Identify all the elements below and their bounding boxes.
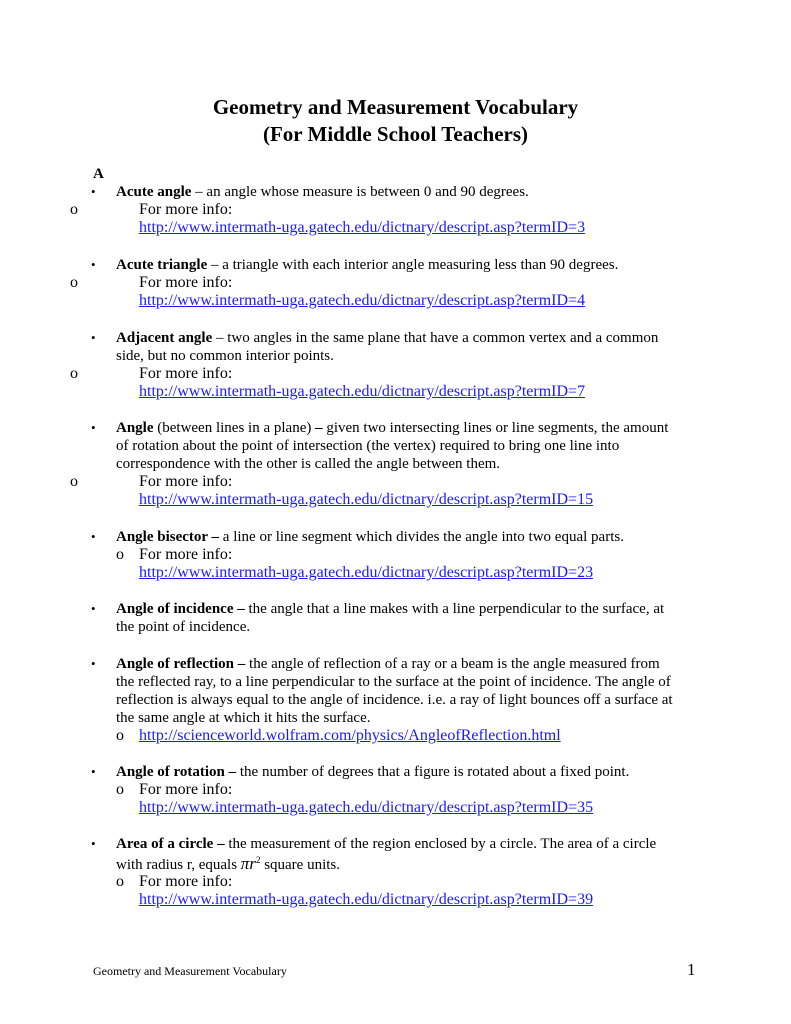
term: Adjacent angle bbox=[116, 330, 213, 346]
more-info-link[interactable]: http://www.intermath-uga.gatech.edu/dictnary/descript.asp?termID=3 bbox=[139, 219, 586, 236]
more-info-label: For more info: bbox=[139, 781, 233, 798]
entry-definition bbox=[116, 600, 706, 636]
entry-definition bbox=[116, 655, 706, 727]
definition-text: – a triangle with each interior angle measuring less than 90 degrees. bbox=[207, 257, 619, 273]
bullet-icon: • bbox=[91, 529, 96, 544]
more-info-link[interactable]: http://www.intermath-uga.gatech.edu/dictnary/descript.asp?termID=4 bbox=[139, 292, 586, 309]
sub-bullet-icon: o bbox=[116, 727, 124, 744]
definition-line-end: square units. bbox=[260, 857, 341, 873]
title-line-2: (For Middle School Teachers) bbox=[262, 122, 529, 146]
bullet-icon: • bbox=[91, 257, 96, 272]
page-number: 1 bbox=[687, 960, 696, 979]
definition-text: a line or line segment which divides the angle into two equal parts. bbox=[219, 529, 624, 545]
definition-line: with radius r, equals bbox=[116, 857, 241, 873]
entry-definition bbox=[116, 763, 706, 781]
term-dash: – bbox=[315, 420, 323, 436]
definition-line: side, but no common interior points. bbox=[116, 348, 334, 364]
definition-line: the measurement of the region enclosed by a circle. The area of a circle bbox=[224, 836, 657, 852]
entry-definition bbox=[116, 835, 706, 874]
term: Angle of reflection bbox=[116, 656, 235, 672]
more-info-link[interactable]: http://www.intermath-uga.gatech.edu/dictnary/descript.asp?termID=15 bbox=[139, 491, 594, 508]
definition-line: the reflected ray, to a line perpendicular to the surface at the point of incidence. The angle of bbox=[116, 674, 671, 690]
entry-definition bbox=[116, 528, 706, 546]
definition-line: reflection is always equal to the angle of incidence. i.e. a ray of light bounces off a surface at bbox=[116, 692, 673, 708]
sub-bullet-icon: o bbox=[70, 365, 78, 382]
more-info-label: For more info: bbox=[139, 201, 233, 218]
entry-definition bbox=[116, 256, 706, 274]
section-heading-a: A bbox=[93, 166, 104, 182]
bullet-icon: • bbox=[91, 420, 96, 435]
more-info-link[interactable]: http://www.intermath-uga.gatech.edu/dictnary/descript.asp?termID=35 bbox=[139, 799, 594, 816]
term: Acute angle bbox=[116, 184, 192, 200]
term-dash: – bbox=[224, 764, 237, 780]
more-info-label: For more info: bbox=[139, 873, 233, 890]
definition-line: the angle of reflection of a ray or a beam is the angle measured from bbox=[245, 656, 660, 672]
term: Acute triangle bbox=[116, 257, 208, 273]
sub-bullet-icon: o bbox=[116, 781, 124, 798]
sub-bullet-icon: o bbox=[70, 473, 78, 490]
more-info-label: For more info: bbox=[139, 473, 233, 490]
footer-title: Geometry and Measurement Vocabulary bbox=[93, 964, 287, 978]
term: Angle of incidence bbox=[116, 601, 234, 617]
sub-bullet-icon: o bbox=[116, 873, 124, 890]
definition-text: – an angle whose measure is between 0 and 90 degrees. bbox=[191, 184, 529, 200]
entry-definition bbox=[116, 183, 706, 201]
definition-line: correspondence with the other is called the angle between them. bbox=[116, 456, 501, 472]
bullet-icon: • bbox=[91, 184, 96, 199]
area-formula-exponent: 2 bbox=[255, 855, 261, 865]
definition-line: – two angles in the same plane that have a common vertex and a common bbox=[212, 330, 659, 346]
more-info-label: For more info: bbox=[139, 365, 233, 382]
definition-line: the same angle at which it hits the surface. bbox=[116, 710, 371, 726]
definition-line: given two intersecting lines or line segments, the amount bbox=[322, 420, 669, 436]
entry-definition bbox=[116, 419, 706, 473]
term-note: (between lines in a plane) bbox=[153, 420, 316, 436]
entry-definition bbox=[116, 329, 706, 365]
more-info-label: For more info: bbox=[139, 546, 233, 563]
definition-line: the point of incidence. bbox=[116, 619, 251, 635]
bullet-icon: • bbox=[91, 330, 96, 345]
definition-line: of rotation about the point of intersection (the vertex) required to bring one line into bbox=[116, 438, 620, 454]
definition-line: the angle that a line makes with a line perpendicular to the surface, at bbox=[244, 601, 665, 617]
title-line-1: Geometry and Measurement Vocabulary bbox=[212, 95, 579, 119]
bullet-icon: • bbox=[91, 836, 96, 851]
term-dash: – bbox=[233, 601, 245, 617]
term-dash: – bbox=[234, 656, 246, 672]
more-info-link[interactable]: http://www.intermath-uga.gatech.edu/dictnary/descript.asp?termID=39 bbox=[139, 891, 594, 908]
bullet-icon: • bbox=[91, 656, 96, 671]
term: Area of a circle bbox=[116, 836, 214, 852]
term: Angle bisector bbox=[116, 529, 208, 545]
more-info-link[interactable]: http://scienceworld.wolfram.com/physics/AngleofReflection.html bbox=[139, 727, 561, 744]
sub-bullet-icon: o bbox=[70, 201, 78, 218]
term: Angle of rotation bbox=[116, 764, 225, 780]
more-info-label: For more info: bbox=[139, 274, 233, 291]
sub-bullet-icon: o bbox=[116, 546, 124, 563]
term-dash: – bbox=[213, 836, 225, 852]
more-info-link[interactable]: http://www.intermath-uga.gatech.edu/dictnary/descript.asp?termID=7 bbox=[139, 383, 586, 400]
definition-text: the number of degrees that a figure is rotated about a fixed point. bbox=[236, 764, 630, 780]
term: Angle bbox=[116, 420, 154, 436]
bullet-icon: • bbox=[91, 764, 96, 779]
sub-bullet-icon: o bbox=[70, 274, 78, 291]
bullet-icon: • bbox=[91, 601, 96, 616]
more-info-link[interactable]: http://www.intermath-uga.gatech.edu/dictnary/descript.asp?termID=23 bbox=[139, 564, 594, 581]
page-title bbox=[0, 94, 791, 148]
area-formula: πr bbox=[240, 854, 256, 873]
term-dash: – bbox=[207, 529, 220, 545]
